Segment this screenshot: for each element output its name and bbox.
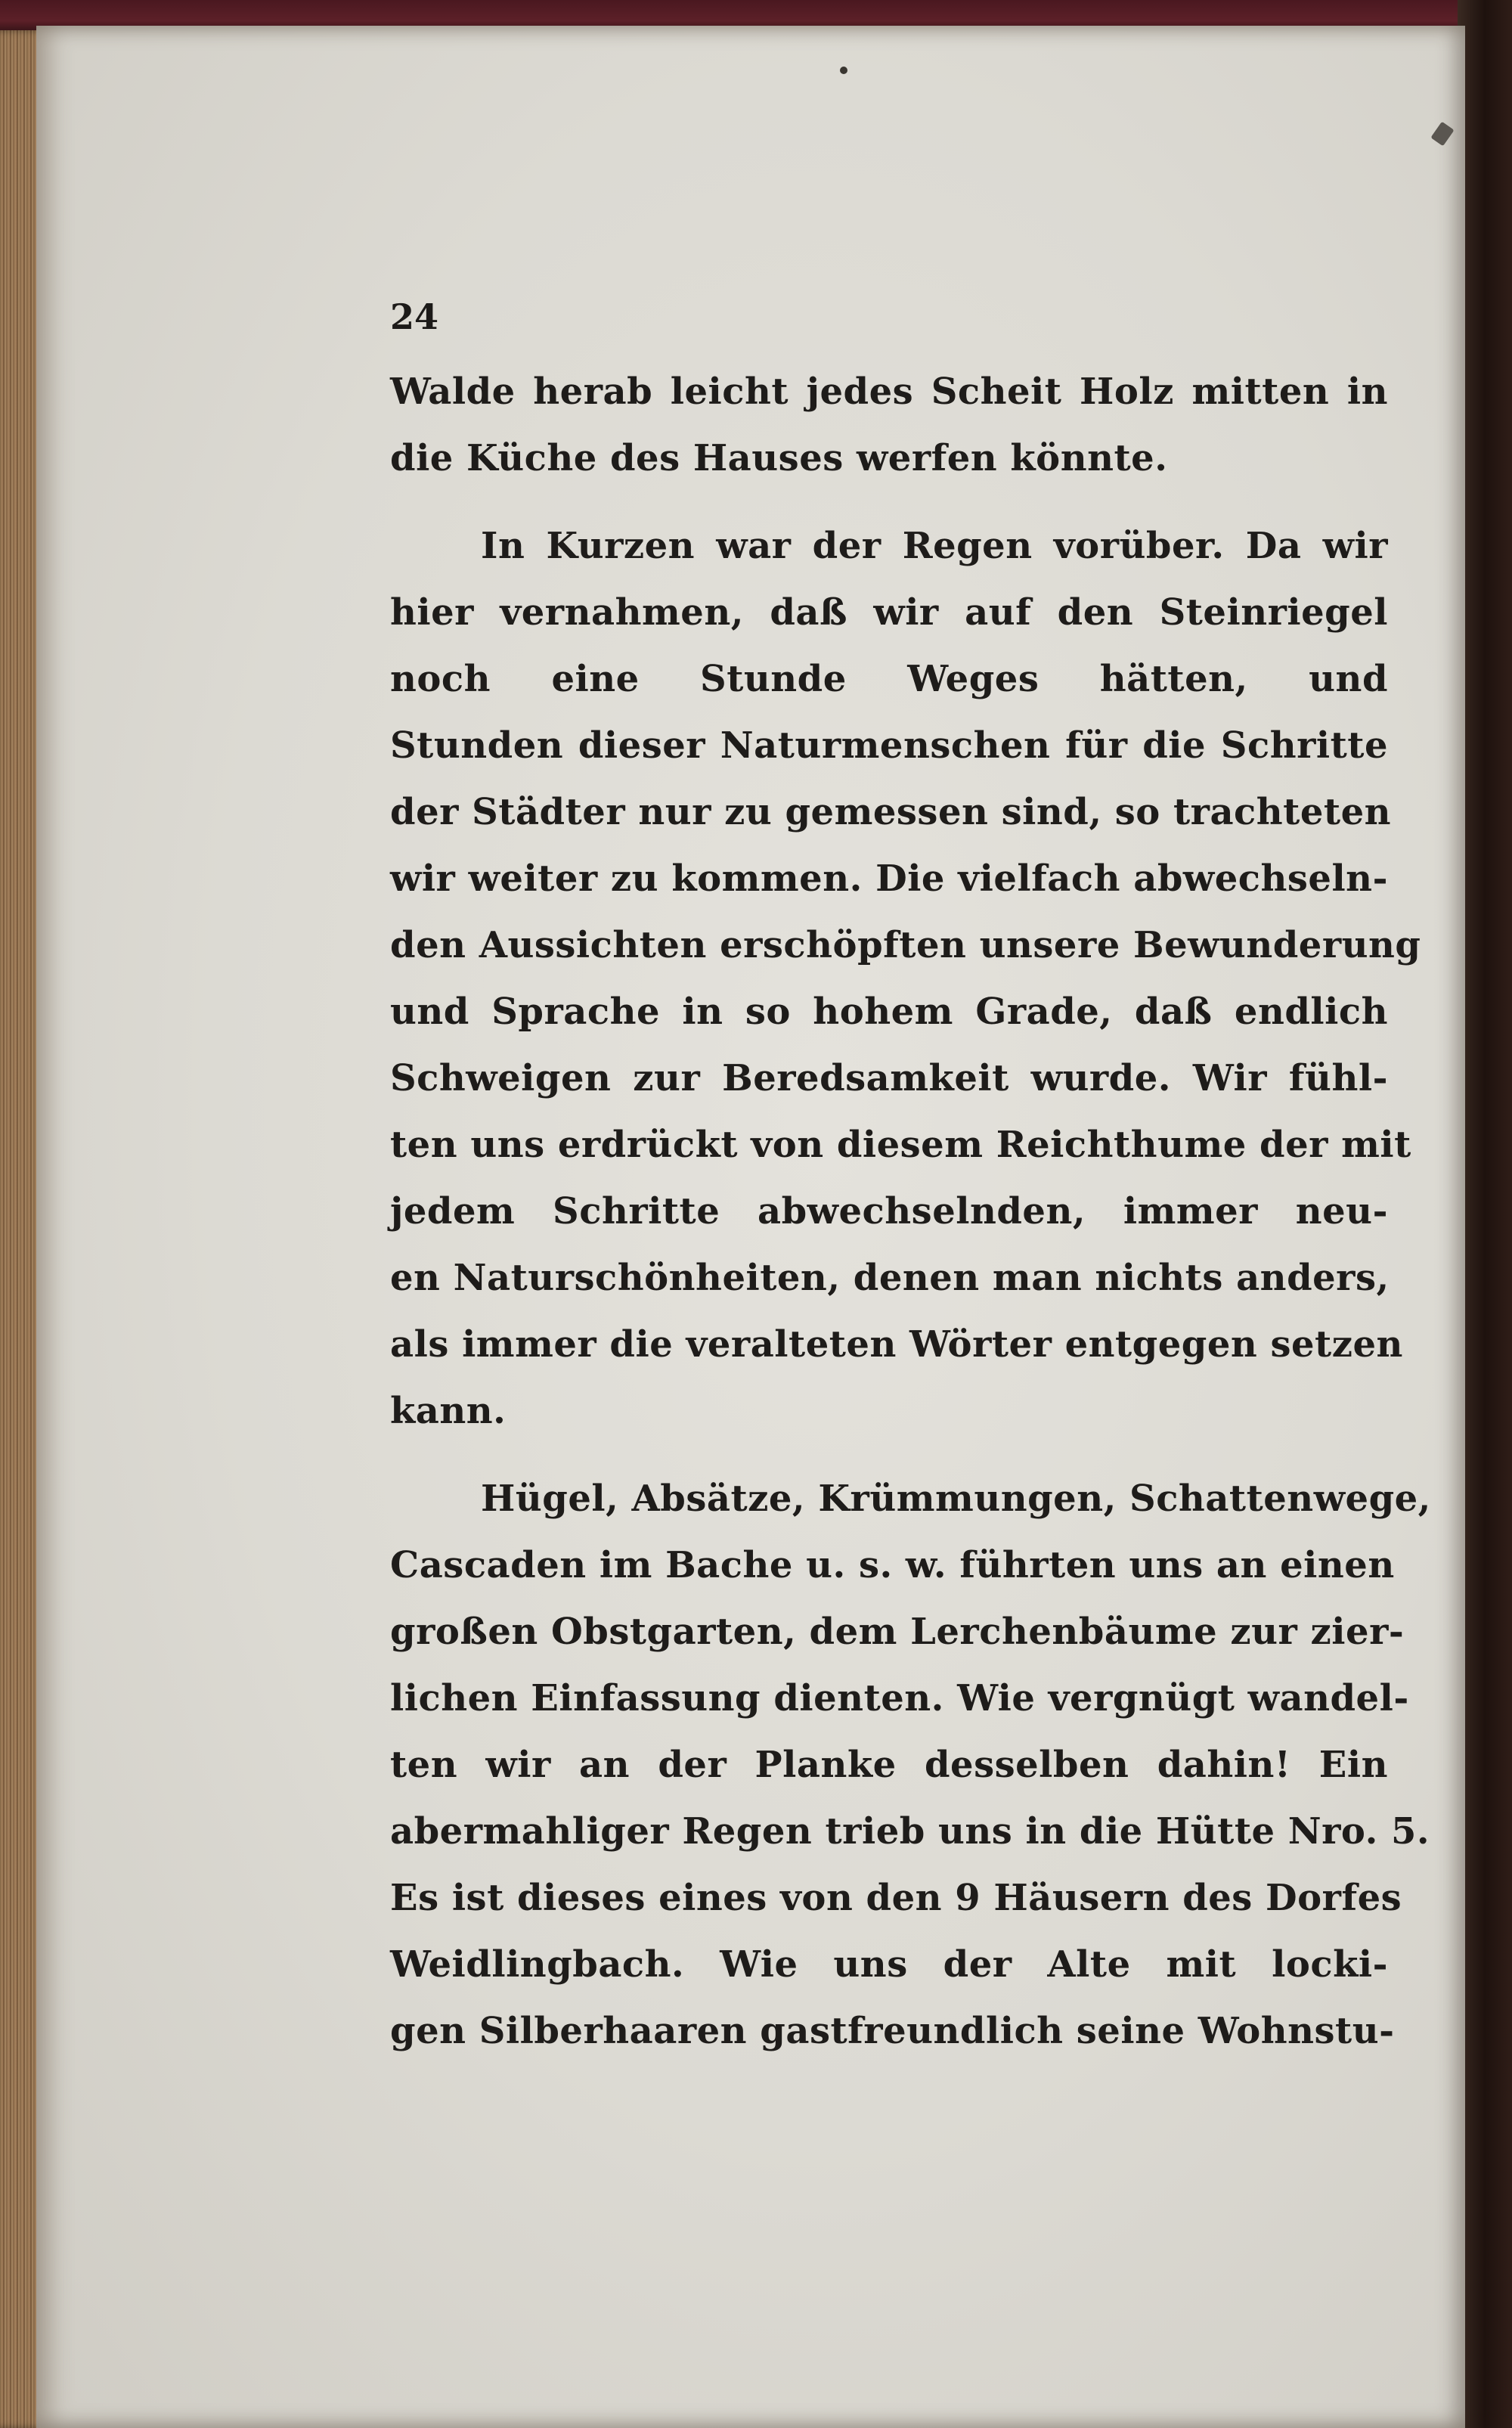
book-page xyxy=(36,26,1465,2428)
text-line: Walde herab leicht jedes Scheit Holz mitten in xyxy=(390,371,1388,413)
text-line: die Küche des Hauses werfen könnte. xyxy=(390,437,1168,479)
text-line: abermahliger Regen trieb uns in die Hütte Nro. 5. xyxy=(390,1810,1430,1853)
text-line: als immer die veralteten Wörter entgegen setzen xyxy=(390,1323,1403,1366)
text-line: noch eine Stunde Weges hätten, und xyxy=(390,658,1388,700)
paper-speck xyxy=(1430,122,1454,147)
text-line: wir weiter zu kommen. Die vielfach abwechseln- xyxy=(390,857,1388,900)
text-line: Weidlingbach. Wie uns der Alte mit locki- xyxy=(390,1943,1388,1986)
text-line: hier vernahmen, daß wir auf den Steinriegel xyxy=(390,591,1388,634)
text-line: en Naturschönheiten, denen man nichts anders, xyxy=(390,1257,1390,1299)
text-line: und Sprache in so hohem Grade, daß endlich xyxy=(390,991,1388,1033)
text-line: Schweigen zur Beredsamkeit wurde. Wir fühl- xyxy=(390,1057,1388,1099)
book-binding xyxy=(1458,0,1512,2428)
page-number: 24 xyxy=(390,296,439,337)
text-line: ten uns erdrückt von diesem Reichthume der mit xyxy=(390,1124,1411,1166)
text-line: den Aussichten erschöpften unsere Bewunderung xyxy=(390,924,1421,966)
text-line: der Städter nur zu gemessen sind, so trachteten xyxy=(390,791,1391,833)
text-line: großen Obstgarten, dem Lerchenbäume zur zier- xyxy=(390,1611,1405,1653)
text-line: Hügel, Absätze, Krümmungen, Schattenwege, xyxy=(481,1478,1431,1520)
text-line: ten wir an der Planke desselben dahin! Ein xyxy=(390,1744,1388,1786)
text-line: kann. xyxy=(390,1390,507,1432)
text-line: Stunden dieser Naturmenschen für die Schritte xyxy=(390,724,1388,767)
text-line: gen Silberhaaren gastfreundlich seine Wohnstu- xyxy=(390,2010,1395,2052)
paragraph-gap xyxy=(390,1444,1388,1465)
body-text xyxy=(390,358,1431,2064)
text-line: In Kurzen war der Regen vorüber. Da wir xyxy=(481,525,1388,567)
text-line: Cascaden im Bache u. s. w. führten uns an einen xyxy=(390,1544,1395,1586)
text-line: Es ist dieses eines von den 9 Häusern des Dorfes xyxy=(390,1877,1402,1919)
ink-dot xyxy=(840,67,847,74)
text-line: lichen Einfassung dienten. Wie vergnügt wandel- xyxy=(390,1677,1409,1719)
text-line: jedem Schritte abwechselnden, immer neu- xyxy=(390,1190,1388,1233)
paragraph-gap xyxy=(390,491,1388,513)
